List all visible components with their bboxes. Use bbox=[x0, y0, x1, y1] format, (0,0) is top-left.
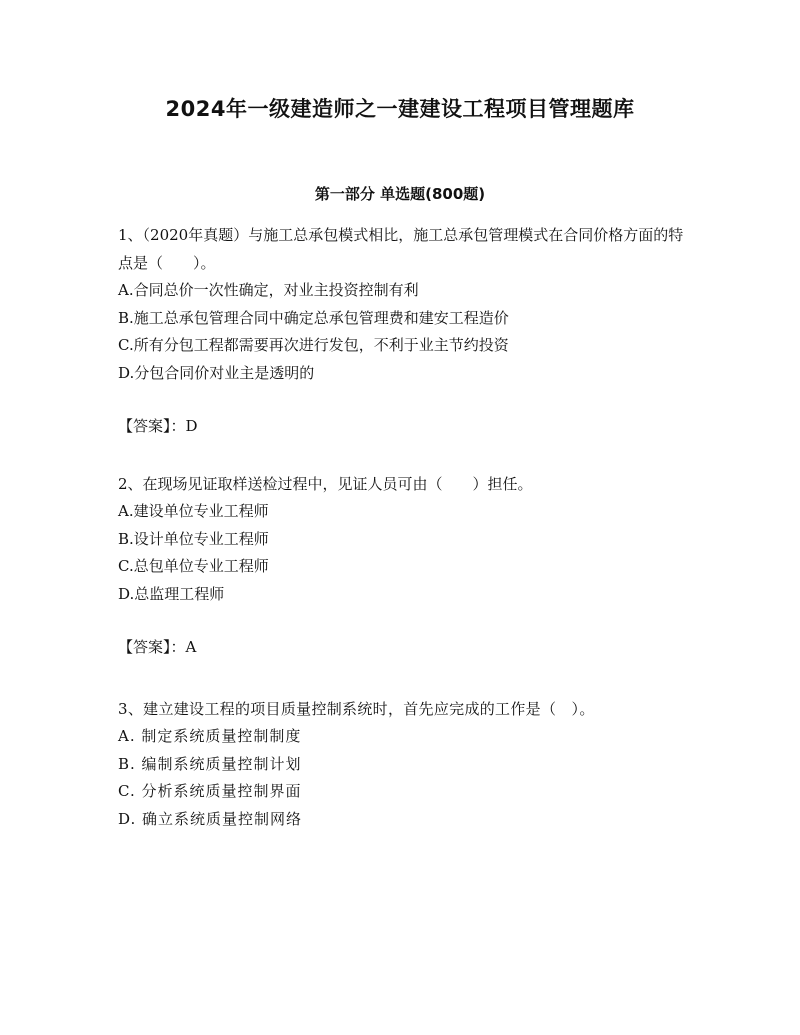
question-1-option-b: B.施工总承包管理合同中确定总承包管理费和建安工程造价 bbox=[118, 308, 509, 327]
answer-value: D bbox=[185, 417, 198, 435]
question-1-option-c: C.所有分包工程都需要再次进行发包，不利于业主节约投资 bbox=[118, 336, 509, 354]
question-1-option-d: D.分包合同价对业主是透明的 bbox=[118, 363, 315, 382]
question-2 bbox=[118, 471, 688, 662]
question-2-option-d: D.总监理工程师 bbox=[118, 584, 225, 603]
question-1-answer bbox=[118, 413, 688, 441]
section-title: 第一部分 单选题(800题) bbox=[314, 185, 486, 203]
question-2-option-a: A.建设单位专业工程师 bbox=[118, 502, 269, 520]
question-2-answer bbox=[118, 634, 688, 662]
question-1 bbox=[118, 222, 688, 441]
question-3-option-d: D. 确立系统质量控制网络 bbox=[118, 809, 303, 828]
question-3-option-a: A. 制定系统质量控制制度 bbox=[118, 727, 302, 745]
answer-label: 【答案】： bbox=[118, 417, 186, 435]
question-3-option-c: C. 分析系统质量控制界面 bbox=[118, 782, 302, 800]
page-title: 2024年一级建造师之一建建设工程项目管理题库 bbox=[165, 97, 635, 121]
question-1-option-a: A.合同总价一次性确定，对业主投资控制有利 bbox=[118, 281, 419, 299]
question-3-stem: 3、建立建设工程的项目质量控制系统时，首先应完成的工作是（ ）。 bbox=[118, 699, 595, 718]
answer-label: 【答案】： bbox=[118, 638, 186, 656]
question-2-option-c: C.总包单位专业工程师 bbox=[118, 557, 269, 575]
question-3 bbox=[118, 696, 688, 834]
question-1-stem: 1、（2020年真题）与施工总承包模式相比，施工总承包管理模式在合同价格方面的特点是（ ）。 bbox=[118, 226, 684, 272]
question-3-option-b: B. 编制系统质量控制计划 bbox=[118, 754, 302, 773]
question-2-stem: 2、在现场见证取样送检过程中，见证人员可由（ ）担任。 bbox=[118, 474, 533, 493]
answer-value: A bbox=[185, 638, 197, 656]
question-list bbox=[118, 222, 688, 833]
question-2-option-b: B.设计单位专业工程师 bbox=[118, 529, 269, 548]
